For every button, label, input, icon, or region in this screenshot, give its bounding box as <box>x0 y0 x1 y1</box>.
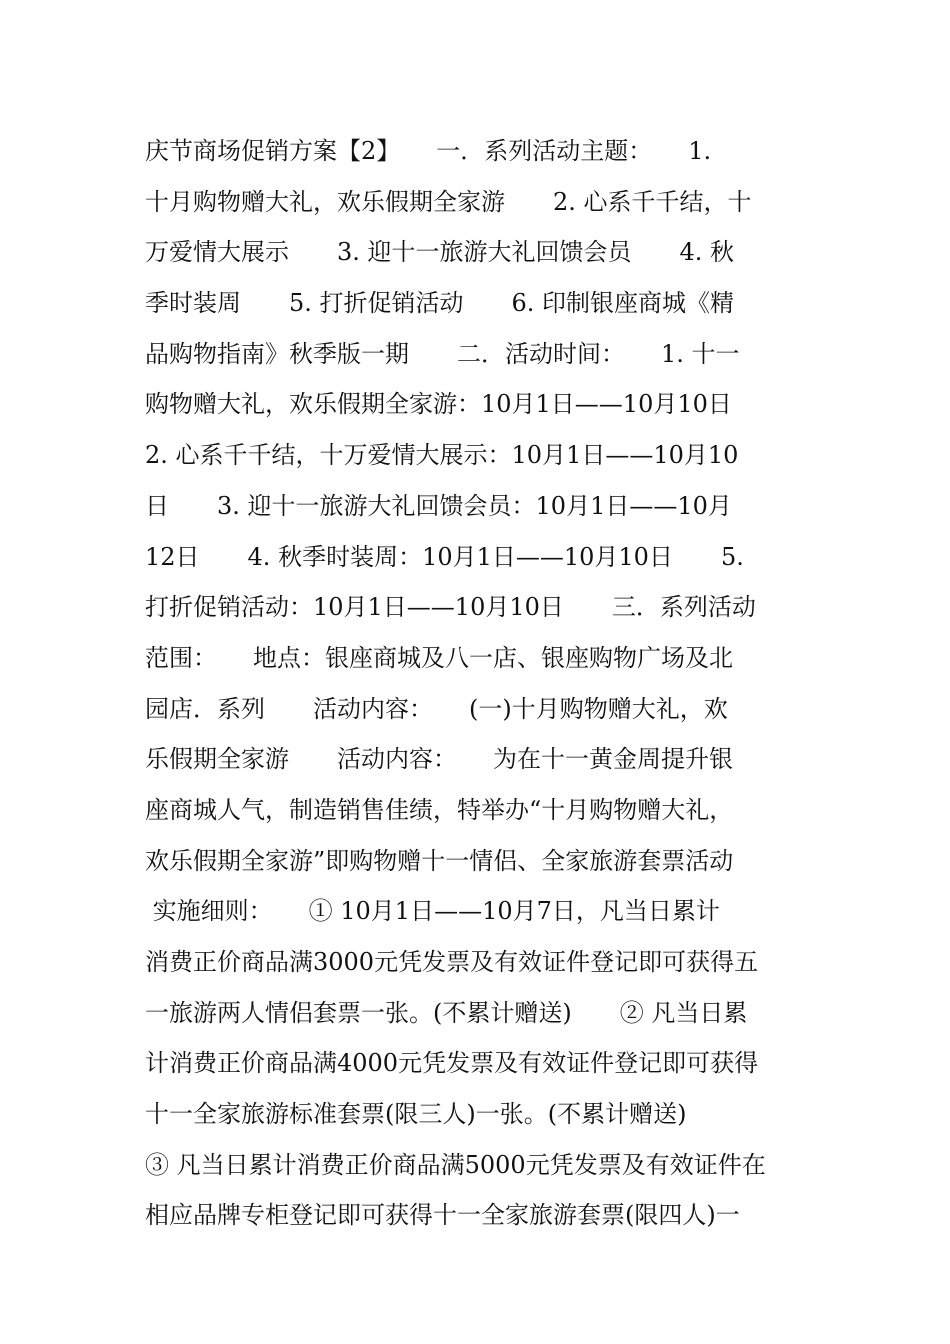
document-body <box>145 126 807 1241</box>
text-line: 品购物指南》秋季版一期 二．活动时间： 1. 十一 <box>145 339 740 368</box>
text-line: 消费正价商品满3000元凭发票及有效证件登记即可获得五 <box>145 948 759 976</box>
text-line: 座商城人气，制造销售佳绩，特举办“十月购物赠大礼， <box>145 795 734 824</box>
text-line: 购物赠大礼，欢乐假期全家游：10月1日——10月10日 <box>145 390 732 419</box>
text-line: 2. 心系千千结，十万爱情大展示：10月1日——10月10 <box>145 441 739 470</box>
text-line: 打折促销活动：10月1日——10月10日 三．系列活动 <box>145 593 756 622</box>
text-line: 12日 4. 秋季时装周：10月1日——10月10日 5. <box>145 542 744 571</box>
text-line: 庆节商场促销方案【2】 一．系列活动主题： 1. <box>145 137 712 165</box>
text-line: 十一全家旅游标准套票(限三人)一张。(不累计赠送) <box>145 1100 687 1129</box>
text-line: 实施细则： ① 10月1日——10月7日，凡当日累计 <box>145 897 720 926</box>
text-line: 日 3. 迎十一旅游大礼回馈会员：10月1日——10月 <box>145 491 732 520</box>
text-line: 相应品牌专柜登记即可获得十一全家旅游套票(限四人)一 <box>145 1201 740 1230</box>
text-line: 十月购物赠大礼，欢乐假期全家游 2. 心系千千结，十 <box>145 187 752 216</box>
text-line: 一旅游两人情侣套票一张。(不累计赠送) ② 凡当日累 <box>145 998 748 1027</box>
text-line: 乐假期全家游 活动内容： 为在十一黄金周提升银 <box>145 745 733 774</box>
text-line: 计消费正价商品满4000元凭发票及有效证件登记即可获得 <box>145 1049 759 1078</box>
text-line: ③ 凡当日累计消费正价商品满5000元凭发票及有效证件在 <box>145 1150 766 1179</box>
text-line: 园店．系列 活动内容： (一)十月购物赠大礼，欢 <box>145 694 728 723</box>
text-line: 季时装周 5. 打折促销活动 6. 印制银座商城《精 <box>145 289 735 318</box>
text-line: 欢乐假期全家游”即购物赠十一情侣、全家旅游套票活动 <box>145 846 734 875</box>
text-line: 范围： 地点：银座商城及八一店、银座购物广场及北 <box>145 643 733 672</box>
text-line: 万爱情大展示 3. 迎十一旅游大礼回馈会员 4. 秋 <box>145 238 735 267</box>
